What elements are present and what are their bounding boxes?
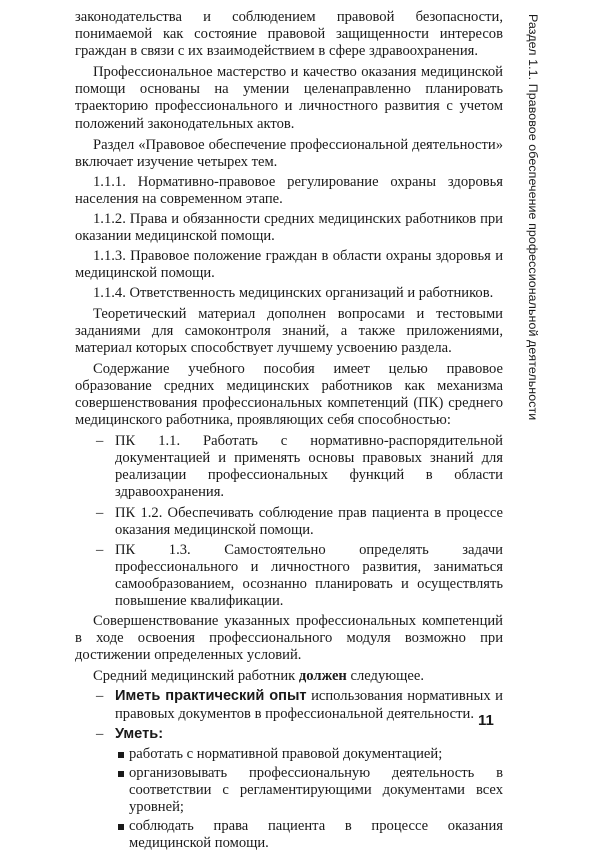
skill-item-1 — [75, 746, 503, 763]
competency-pk-1-3 — [75, 542, 503, 610]
competency-text: ПК 1.3. Самостоятельно определять задачи профессионального и личностного развития, заниматься самообразованием, осознанно планировать и осуществлять повышение квалификации. — [115, 541, 503, 609]
requirements-lead-text: Средний медицинский работник — [93, 668, 299, 685]
paragraph-requirements-lead — [75, 668, 503, 685]
paragraph-improvement: Совершенствование указанных профессиональных компетенций в ходе освоения профессионального модуля возможно при достижении определенных условий. — [75, 613, 503, 664]
running-section-title: Раздел 1.1. Правовое обеспечение профессиональной деятельности — [526, 14, 540, 421]
requirement-bold-label: Иметь практический опыт — [115, 688, 307, 705]
requirements-lead-bold: должен — [298, 668, 347, 685]
square-bullet-icon — [118, 752, 124, 758]
topic-1-1-3: 1.1.3. Правовое положение граждан в области охраны здоровья и медицинской помощи. — [75, 248, 503, 282]
paragraph-theory: Теоретический материал дополнен вопросами и тестовыми заданиями для самоконтроля знаний, а также приложениями, материал которых способствует лучшему усвоению раздела. — [75, 305, 503, 356]
square-bullet-icon — [118, 771, 124, 777]
dash-marker: – — [96, 541, 104, 558]
page-number: 11 — [478, 712, 494, 729]
skill-item-2 — [75, 765, 503, 816]
paragraph-mastery: Профессиональное мастерство и качество оказания медицинской помощи основаны на умении целенаправленно планировать траекторию профессионального и личностного развития с учетом положений законодательных актов. — [75, 64, 503, 132]
dash-marker: – — [96, 433, 104, 450]
dash-marker: – — [96, 504, 104, 521]
requirement-skills — [75, 726, 503, 743]
requirement-bold-label: Уметь: — [115, 725, 164, 742]
skill-text: организовывать профессиональную деятельность в соответствии с регламентирующими документами всех уровней; — [129, 764, 503, 816]
competency-pk-1-1 — [75, 433, 503, 501]
dash-marker: – — [96, 688, 104, 705]
competency-pk-1-2 — [75, 505, 503, 539]
page-body-text — [75, 9, 503, 854]
requirement-text: использования нормативных и правовых документов в профессиональной деятельности. — [115, 688, 503, 722]
topic-1-1-1: 1.1.1. Нормативно-правовое регулирование охраны здоровья населения на современном этапе. — [75, 173, 503, 207]
skill-item-3 — [75, 818, 503, 852]
topic-1-1-2: 1.1.2. Права и обязанности средних медицинских работников при оказании медицинской помощи. — [75, 211, 503, 245]
dash-marker: – — [96, 725, 104, 742]
competency-text: ПК 1.2. Обеспечивать соблюдение прав пациента в процессе оказания медицинской помощи. — [115, 504, 503, 538]
competency-text: ПК 1.1. Работать с нормативно-распорядительной документацией и применять основы правовых знаний для реализации профессиональных функций в области здравоохранения. — [115, 433, 503, 501]
skill-text: работать с нормативной правовой документацией; — [129, 745, 443, 762]
topic-1-1-4: 1.1.4. Ответственность медицинских организаций и работников. — [93, 285, 494, 302]
skill-text: соблюдать права пациента в процессе оказания медицинской помощи. — [129, 818, 503, 852]
paragraph-content-goal: Содержание учебного пособия имеет целью правовое образование средних медицинских работников как механизма совершенствования профессиональных компетенций (ПК) среднего медицинского работника, проявляющих себя способностью: — [75, 360, 503, 429]
paragraph-section-overview: Раздел «Правовое обеспечение профессиональной деятельности» включает изучение четырех тем. — [75, 136, 503, 170]
requirements-lead-tail: следующее. — [346, 668, 425, 685]
paragraph-intro: законодательства и соблюдением правовой безопасности, понимаемой как состояние правовой защищенности интересов граждан в связи с их взаимодействием в сфере здравоохранения. — [75, 9, 503, 60]
square-bullet-icon — [118, 824, 124, 830]
requirement-practical-experience — [75, 688, 503, 722]
